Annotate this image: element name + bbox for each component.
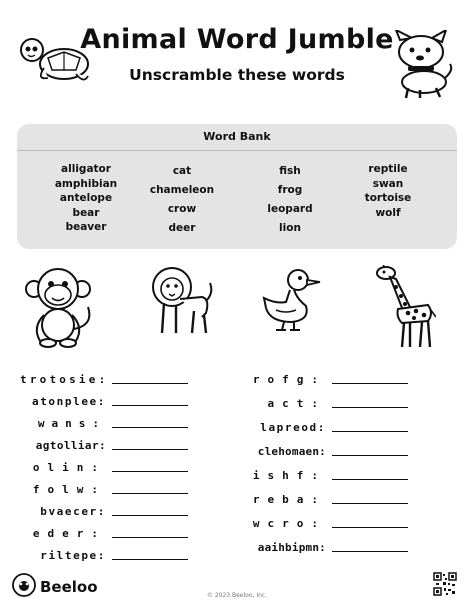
word-bank-word: alligator bbox=[61, 163, 111, 175]
scrambled-word: eder: bbox=[32, 527, 106, 540]
word-bank bbox=[17, 124, 457, 249]
word-bank-word: swan bbox=[372, 177, 404, 190]
scrambled-word: olin: bbox=[32, 461, 106, 474]
word-bank-word: lion bbox=[279, 222, 301, 234]
scrambled-word: aaihbipmn: bbox=[257, 541, 326, 554]
qr-code-icon bbox=[433, 572, 457, 596]
word-bank-word: frog bbox=[277, 184, 303, 196]
scrambled-word: folw: bbox=[32, 483, 106, 496]
scrambled-word: bvaecer: bbox=[40, 505, 106, 518]
puzzle-row bbox=[246, 534, 408, 554]
answer-line[interactable] bbox=[112, 537, 188, 538]
scrambled-word: act: bbox=[267, 397, 326, 410]
word-bank-word: bear bbox=[72, 206, 100, 219]
puzzle-row bbox=[246, 486, 408, 506]
monkey-icon bbox=[24, 265, 96, 353]
puzzle-row bbox=[246, 462, 408, 482]
answer-line[interactable] bbox=[332, 551, 408, 552]
scrambled-word: ishf: bbox=[252, 469, 326, 482]
answer-line[interactable] bbox=[332, 455, 408, 456]
scrambled-word: reba: bbox=[252, 493, 326, 506]
word-bank-word: cat bbox=[172, 165, 192, 177]
puzzle-row bbox=[246, 366, 408, 386]
word-bank-column-3 bbox=[235, 162, 345, 238]
puzzle-row bbox=[20, 542, 188, 562]
scrambled-word: agtolliar: bbox=[35, 439, 106, 452]
duck-icon bbox=[262, 268, 324, 338]
answer-line[interactable] bbox=[332, 407, 408, 408]
word-bank-word: fish bbox=[279, 165, 301, 177]
word-bank-word: leopard bbox=[267, 203, 313, 215]
answer-line[interactable] bbox=[332, 383, 408, 384]
word-bank-word: tortoise bbox=[364, 192, 412, 204]
answer-line[interactable] bbox=[332, 479, 408, 480]
page-title: Animal Word Jumble bbox=[80, 24, 394, 55]
puzzle-row bbox=[246, 390, 408, 410]
scrambled-word: rofg: bbox=[252, 373, 326, 386]
scrambled-word: riltepe: bbox=[40, 549, 106, 562]
answer-line[interactable] bbox=[112, 383, 188, 384]
word-bank-column-2 bbox=[127, 162, 237, 238]
word-bank-column-4 bbox=[333, 162, 443, 220]
scrambled-word: atonplee: bbox=[31, 395, 106, 408]
scrambled-word: lapreod: bbox=[260, 421, 326, 434]
word-bank-word: crow bbox=[167, 203, 197, 215]
scrambled-word: clehomaen: bbox=[257, 445, 326, 458]
puzzle-row bbox=[246, 510, 408, 530]
copyright: © 2023 Beeloo, Inc. bbox=[206, 592, 268, 599]
word-bank-heading: Word Bank bbox=[17, 124, 457, 151]
word-bank-word: reptile bbox=[368, 163, 408, 175]
puzzle-row bbox=[20, 410, 188, 430]
word-bank-word: deer bbox=[168, 222, 196, 234]
word-bank-word: chameleon bbox=[149, 184, 215, 196]
brand-name: Beeloo bbox=[40, 578, 98, 596]
answer-line[interactable] bbox=[112, 515, 188, 516]
puzzle-row bbox=[20, 388, 188, 408]
scrambled-word: wans: bbox=[37, 417, 106, 430]
page-subtitle: Unscramble these words bbox=[129, 66, 345, 84]
puzzle-row bbox=[246, 414, 408, 434]
answer-line[interactable] bbox=[112, 471, 188, 472]
word-bank-word: antelope bbox=[59, 192, 113, 204]
puzzle-row bbox=[20, 432, 188, 452]
puzzle-row bbox=[20, 498, 188, 518]
puzzle-row bbox=[246, 438, 408, 458]
answer-line[interactable] bbox=[112, 405, 188, 406]
puzzle-row bbox=[20, 520, 188, 540]
answer-line[interactable] bbox=[332, 503, 408, 504]
giraffe-icon bbox=[374, 265, 436, 355]
word-bank-word: beaver bbox=[65, 221, 107, 233]
dog-icon bbox=[384, 30, 456, 104]
answer-line[interactable] bbox=[112, 559, 188, 560]
answer-line[interactable] bbox=[112, 493, 188, 494]
answer-line[interactable] bbox=[332, 431, 408, 432]
scrambled-word: wcro: bbox=[252, 517, 326, 530]
word-bank-word: amphibian bbox=[54, 177, 118, 190]
puzzle-row bbox=[20, 454, 188, 474]
lion-icon bbox=[150, 265, 216, 341]
puzzle-row bbox=[20, 366, 188, 386]
answer-line[interactable] bbox=[112, 427, 188, 428]
word-bank-word: wolf bbox=[375, 206, 401, 219]
scrambled-word: trotosie: bbox=[20, 373, 109, 386]
answer-line[interactable] bbox=[112, 449, 188, 450]
answer-line[interactable] bbox=[332, 527, 408, 528]
word-bank-column-1 bbox=[31, 162, 141, 235]
puzzle-row bbox=[20, 476, 188, 496]
